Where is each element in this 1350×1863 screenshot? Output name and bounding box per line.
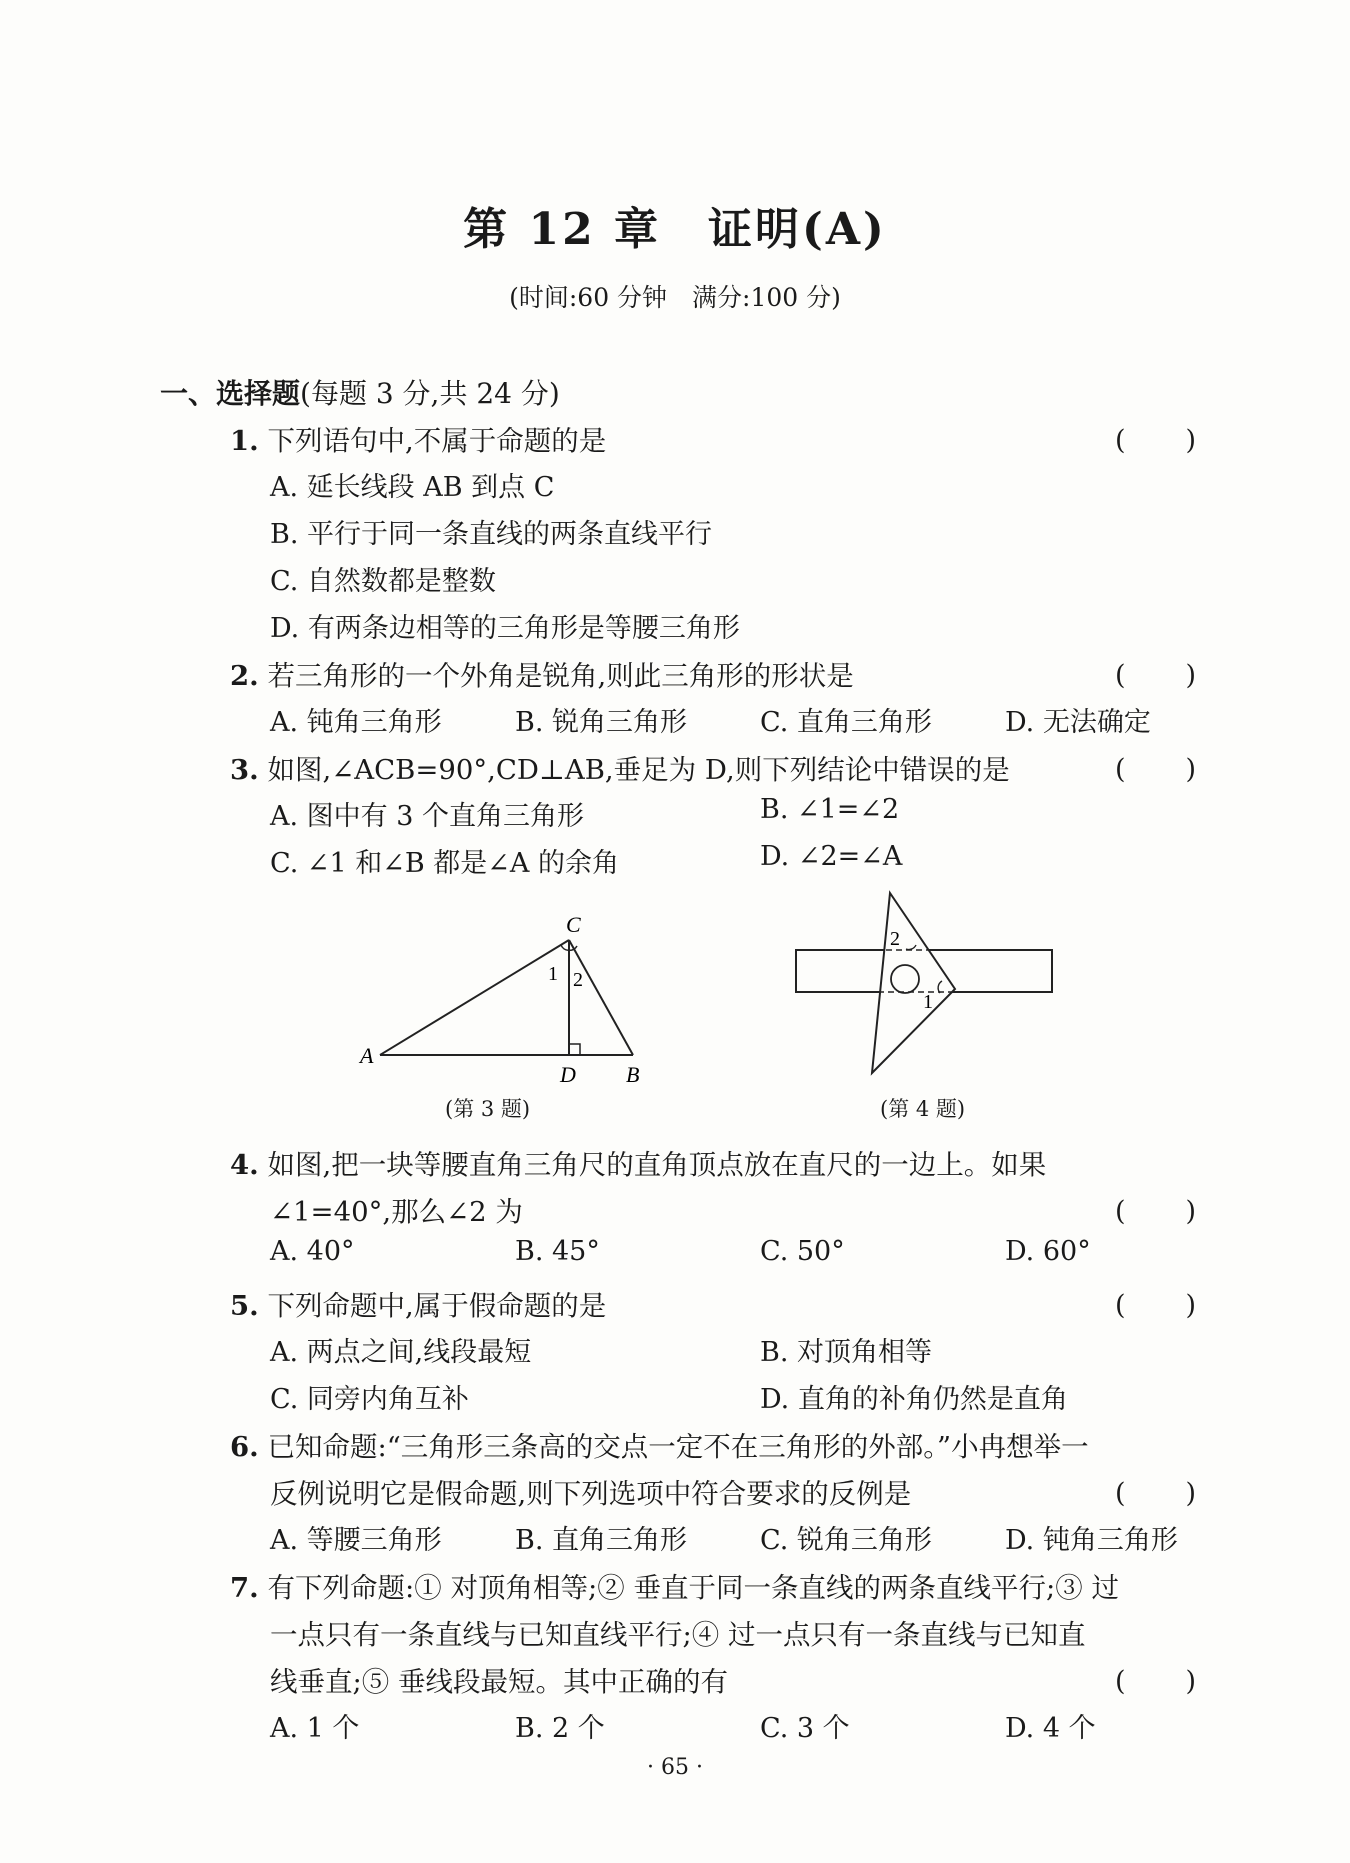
question-text: 若三角形的一个外角是锐角,则此三角形的形状是 (267, 660, 854, 692)
question-7-stem-line-2: 一点只有一条直线与已知直线平行;④ 过一点只有一条直线与已知直 (270, 1619, 1086, 1651)
question-text: 已知命题:“三角形三条高的交点一定不在三角形的外部。”小冉想举一 (267, 1431, 1089, 1463)
answer-blank: ( ) (1115, 660, 1199, 691)
option-b: B. 平行于同一条直线的两条直线平行 (270, 519, 713, 550)
option-b: B. 45° (515, 1236, 600, 1267)
option-b: B. 对顶角相等 (760, 1337, 933, 1368)
question-number: 7. (230, 1572, 259, 1604)
option-b: B. 直角三角形 (515, 1525, 688, 1556)
option-a: A. 图中有 3 个直角三角形 (270, 801, 585, 832)
answer-blank: ( ) (1115, 425, 1199, 456)
question-number: 2. (230, 660, 259, 692)
question-7-stem-line-3: 线垂直;⑤ 垂线段最短。其中正确的有 (270, 1666, 729, 1698)
question-6-stem-line-2: 反例说明它是假命题,则下列选项中符合要求的反例是 (270, 1478, 912, 1510)
label-c: C (566, 912, 581, 937)
figure-4-diagram (790, 885, 1060, 1085)
option-d: D. 60° (1005, 1236, 1091, 1267)
option-b: B. 2 个 (515, 1713, 605, 1744)
option-c: C. 锐角三角形 (760, 1525, 932, 1556)
figure-4-caption: (第 4 题) (880, 1097, 966, 1121)
question-1-stem (230, 418, 606, 458)
answer-blank: ( ) (1115, 1290, 1199, 1321)
answer-blank: ( ) (1115, 1196, 1199, 1227)
answer-blank: ( ) (1115, 1478, 1199, 1509)
option-d: D. 4 个 (1005, 1713, 1096, 1744)
label-a: A (360, 1043, 374, 1068)
option-a: A. 钝角三角形 (270, 707, 442, 738)
label-d: D (560, 1062, 576, 1087)
question-text: 如图,把一块等腰直角三角尺的直角顶点放在直尺的一边上。如果 (267, 1149, 1047, 1181)
label-angle-2: 2 (890, 928, 900, 950)
option-c: C. ∠1 和∠B 都是∠A 的余角 (270, 848, 619, 879)
figure-3-diagram (350, 910, 670, 1090)
option-b: B. 锐角三角形 (515, 707, 688, 738)
label-angle-1: 1 (923, 991, 933, 1013)
question-2-stem (230, 653, 854, 693)
option-c: C. 自然数都是整数 (270, 566, 496, 597)
option-a: A. 等腰三角形 (270, 1525, 442, 1556)
answer-blank: ( ) (1115, 754, 1199, 785)
option-a: A. 1 个 (270, 1713, 360, 1744)
label-angle-2: 2 (573, 969, 583, 991)
section-heading (160, 372, 560, 412)
option-d: D. 无法确定 (1005, 707, 1151, 738)
question-number: 6. (230, 1431, 259, 1463)
question-number: 1. (230, 425, 259, 457)
side-cb (569, 940, 633, 1055)
option-c: C. 50° (760, 1236, 845, 1267)
exam-time-and-score: (时间:60 分钟 满分:100 分) (509, 283, 841, 312)
side-ac (380, 940, 569, 1055)
question-3-stem (230, 747, 1010, 787)
figure-3-caption: (第 3 题) (445, 1097, 531, 1121)
page-title: 第 12 章 证明(A) (463, 204, 887, 255)
option-d: D. ∠2=∠A (760, 841, 903, 872)
right-angle-mark (569, 1044, 580, 1055)
question-5-stem (230, 1283, 606, 1323)
label-b: B (626, 1062, 640, 1087)
option-b: B. ∠1=∠2 (760, 794, 900, 825)
option-a: A. 延长线段 AB 到点 C (270, 472, 555, 503)
question-7-stem (230, 1565, 1119, 1605)
question-text: 如图,∠ACB=90°,CD⊥AB,垂足为 D,则下列结论中错误的是 (267, 754, 1010, 786)
option-c: C. 同旁内角互补 (270, 1384, 469, 1415)
question-4-stem (230, 1142, 1046, 1182)
label-angle-1: 1 (548, 963, 558, 985)
option-c: C. 3 个 (760, 1713, 850, 1744)
question-number: 5. (230, 1290, 259, 1322)
page-number: · 65 · (647, 1755, 703, 1780)
question-text: 有下列命题:① 对顶角相等;② 垂直于同一条直线的两条直线平行;③ 过 (267, 1572, 1119, 1604)
answer-blank: ( ) (1115, 1666, 1199, 1697)
option-a: A. 40° (270, 1236, 355, 1267)
question-number: 4. (230, 1149, 259, 1181)
option-d: D. 有两条边相等的三角形是等腰三角形 (270, 613, 740, 644)
question-number: 3. (230, 754, 259, 786)
section-label: 一、选择题 (160, 377, 301, 410)
question-text: 下列语句中,不属于命题的是 (267, 425, 607, 457)
question-4-stem-line-2: ∠1=40°,那么∠2 为 (270, 1196, 523, 1228)
set-square (872, 893, 955, 1073)
option-c: C. 直角三角形 (760, 707, 932, 738)
question-text: 下列命题中,属于假命题的是 (267, 1290, 607, 1322)
option-d: D. 直角的补角仍然是直角 (760, 1384, 1068, 1415)
option-d: D. 钝角三角形 (1005, 1525, 1178, 1556)
question-6-stem (230, 1424, 1089, 1464)
option-a: A. 两点之间,线段最短 (270, 1337, 532, 1368)
section-note: (每题 3 分,共 24 分) (300, 377, 560, 410)
